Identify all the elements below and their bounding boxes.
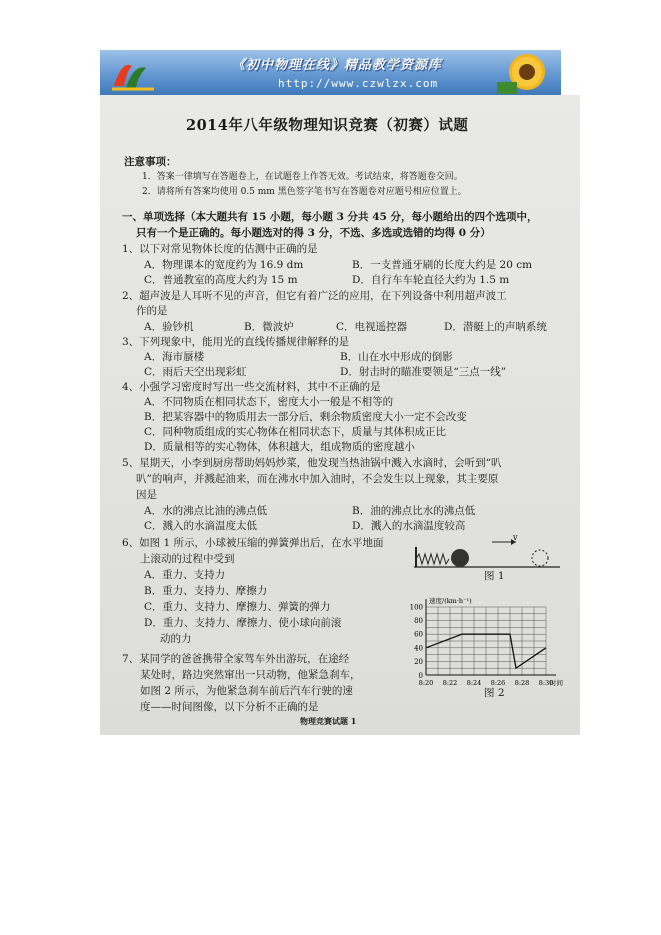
q6-option-c: C．重力、支持力、摩擦力、弹簧的弹力: [144, 601, 331, 613]
q5-option-c: C．溅入的水滴温度太低: [144, 520, 258, 532]
y-tick-label: 60: [414, 630, 423, 639]
q5-stem-line-2: 叭”的响声，并溅起油来，而在沸水中加入油时，不会发生以上现象，其主要原: [136, 473, 499, 485]
y-tick-label: 100: [409, 603, 423, 612]
q4-option-c: C．同种物质组成的实心物体在相同状态下，质量与其体积成正比: [144, 426, 447, 438]
ball: [451, 549, 469, 567]
q6-stem-line-1: 6、如图 1 所示，小球被压缩的弹簧弹出后，在水平地面: [122, 537, 384, 549]
q1-stem: 1、以下对常见物体长度的估测中正确的是: [122, 243, 318, 255]
velocity-label: v: [513, 533, 518, 542]
q6-stem-line-2: 上滚动的过程中受到: [140, 553, 235, 565]
q5-option-b: B．油的沸点比水的沸点低: [352, 505, 476, 517]
q3-stem: 3、下列现象中，能用光的直线传播规律解释的是: [122, 336, 350, 348]
figure-2-speed-time-chart: [396, 595, 566, 699]
q3-option-a: A．海市蜃楼: [144, 351, 205, 363]
q4-option-d: D．质量相等的实心物体，体积越大，组成物质的密度越小: [144, 441, 415, 453]
x-axis-label: 时间: [550, 679, 563, 687]
q7-stem-line-1: 7、某同学的爸爸携带全家驾车外出游玩，在途经: [122, 653, 350, 665]
q1-option-b: B．一支普通牙刷的长度大约是 20 cm: [352, 259, 533, 271]
q2-option-a: A．验钞机: [144, 321, 194, 333]
x-tick-label: 8:22: [442, 679, 458, 687]
q7-stem-line-2: 某处时，路边突然窜出一只动物，他紧急刹车，: [140, 669, 361, 681]
q7-stem-line-4: 度——时间图像，以下分析不正确的是: [140, 701, 319, 713]
q2-stem-line-1: 2、超声波是人耳听不见的声音，但它有着广泛的应用，在下列设备中利用超声波工: [122, 290, 507, 302]
q3-option-b: B．山在水中形成的倒影: [340, 351, 453, 363]
q7-stem-line-3: 如图 2 所示，为他紧急刹车前后汽车行驶的速: [140, 685, 353, 697]
q5-option-d: D．溅入的水滴温度较高: [352, 520, 466, 532]
q6-option-d-line-1: D．重力、支持力、摩擦力、使小球向前滚: [144, 617, 342, 629]
q6-option-a: A．重力、支持力: [144, 569, 226, 581]
q4-stem: 4、小强学习密度时写出一些交流材料，其中不正确的是: [122, 381, 381, 393]
q2-stem-line-2: 作的是: [136, 305, 168, 317]
notice-item-2: 2．请将所有答案均使用 0.5 mm 黑色签字笔书写在答题卷对应题号相应位置上。: [142, 187, 467, 197]
section-heading-line-1: 一、单项选择（本大题共有 15 小题，每小题 3 分共 45 分，每小题给出的四个选项中，: [122, 211, 538, 223]
x-tick-label: 8:24: [466, 679, 482, 687]
exam-title: 2014年八年级物理知识竞赛（初赛）试题: [186, 117, 469, 134]
exam-paper: [100, 95, 580, 735]
q4-option-b: B．把某容器中的物质用去一部分后，剩余物质密度大小一定不会改变: [144, 411, 467, 423]
x-tick-label: 8:28: [514, 679, 530, 687]
x-tick-label: 8:26: [490, 679, 506, 687]
q5-option-a: A．水的沸点比油的沸点低: [144, 505, 268, 517]
notice-heading: 注意事项：: [124, 156, 177, 168]
sunflower-icon: [495, 52, 555, 94]
ball-dashed: [532, 550, 548, 566]
q2-option-d: D．潜艇上的声呐系统: [444, 321, 547, 333]
q1-option-c: C．普通教室的高度大约为 15 m: [144, 274, 298, 286]
y-tick-label: 40: [414, 644, 423, 653]
resource-banner: [100, 50, 561, 95]
page-footer: 物理竞赛试题 1: [300, 716, 357, 726]
y-axis-label: 速度/(km·h⁻¹): [429, 597, 472, 605]
site-logo-icon: [108, 56, 158, 92]
q6-option-d-line-2: 动的力: [160, 633, 192, 645]
figure-2-caption: 图 2: [484, 687, 505, 699]
q3-option-c: C．雨后天空出现彩虹: [144, 366, 247, 378]
q1-option-d: D．自行车车轮直径大约为 1.5 m: [352, 274, 510, 286]
q2-option-b: B．微波炉: [244, 321, 294, 333]
x-tick-label: 8:20: [418, 679, 434, 687]
q6-option-b: B．重力、支持力、摩擦力: [144, 585, 268, 597]
figure-1-caption: 图 1: [484, 570, 505, 582]
spring-icon: [416, 554, 449, 564]
y-tick-label: 80: [414, 617, 423, 626]
q4-option-a: A．不同物质在相同状态下，密度大小一般是不相等的: [144, 396, 394, 408]
q3-option-d: D．射击时的瞄准要领是“三点一线”: [340, 366, 507, 378]
banner-title: 《初中物理在线》精品教学资源库: [232, 58, 443, 73]
q5-stem-line-1: 5、星期天，小李到厨房帮助妈妈炒菜，他发现当热油锅中溅入水滴时，会听到“叭: [122, 457, 502, 469]
q5-stem-line-3: 因是: [136, 489, 157, 501]
x-tick-label: 8:30: [538, 679, 554, 687]
q2-option-c: C．电视遥控器: [336, 321, 408, 333]
banner-url: http://www.czwlzx.com: [278, 77, 439, 90]
q1-option-a: A．物理课本的宽度约为 16.9 dm: [144, 259, 304, 271]
section-heading-line-2: 只有一个是正确的。每小题选对的得 3 分，不选、多选或选错的均得 0 分）: [136, 227, 491, 239]
origin-label: 0: [418, 672, 423, 680]
notice-item-1: 1．答案一律填写在答题卷上，在试题卷上作答无效。考试结束，将答题卷交回。: [142, 172, 463, 182]
y-tick-label: 20: [414, 657, 423, 666]
